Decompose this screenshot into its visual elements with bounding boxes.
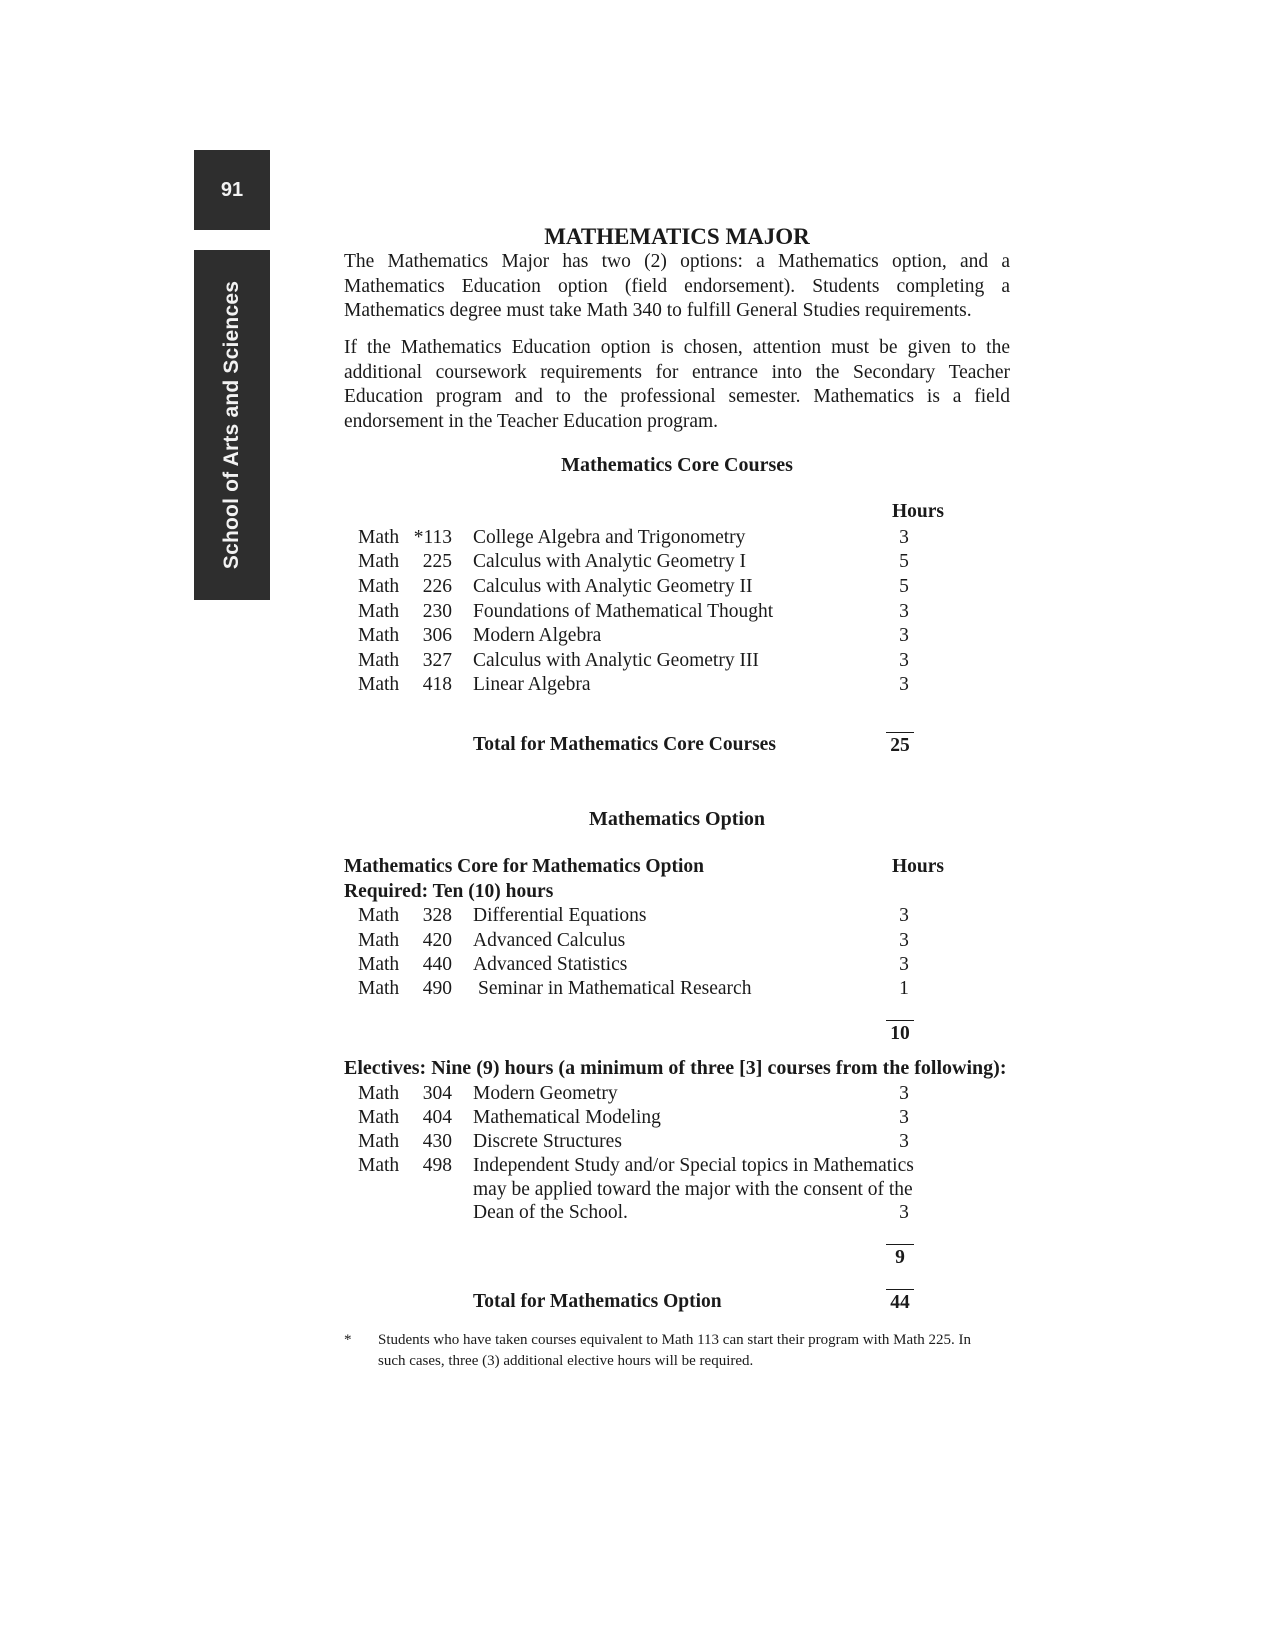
course-number: 226 [422,576,452,597]
course-number: 225 [422,551,452,572]
course-name: Modern Geometry [473,1083,618,1104]
core-hours-header: Hours [891,501,944,522]
course-hours: 1 [899,978,909,999]
course-name: Foundations of Mathematical Thought [473,601,774,622]
course-name: Advanced Statistics [473,954,628,975]
course-row [344,624,1010,649]
page-number-tab [194,150,270,230]
course-number: 498 [422,1155,452,1176]
option-core-label: Mathematics Core for Mathematics Option [344,856,704,877]
course-row [344,953,1010,978]
course-row [344,649,1010,674]
course-row [344,929,1010,954]
course-hours: 3 [899,650,909,671]
core-heading: Mathematics Core Courses [561,454,793,476]
course-dept: Math [358,576,400,597]
course-name: College Algebra and Trigonometry [473,527,746,548]
course-dept: Math [358,1107,400,1128]
course-hours: 3 [899,954,909,975]
course-hours: 3 [899,930,909,951]
course-row [344,1130,1010,1155]
course-number: 230 [422,601,452,622]
course-number: 327 [422,650,452,671]
course-hours: 3 [899,674,909,695]
course-row [344,977,1010,1002]
course-dept: Math [358,930,400,951]
course-number: 440 [422,954,452,975]
course-number: 430 [422,1131,452,1152]
course-row [344,1082,1010,1107]
footnote-text: Students who have taken courses equivalent to Math 113 can start their program with Math 225. In such cases, three (3) additional elective hours will be required. [378,1332,972,1369]
course-number: *113 [413,527,452,548]
course-row [344,1201,1010,1226]
course-name: Linear Algebra [473,674,591,695]
course-dept: Math [358,625,400,646]
page-number: 91 [220,178,244,201]
course-description-line: may be applied toward the major with the consent of the [473,1179,913,1200]
course-row [344,526,1010,551]
course-dept: Math [358,1131,400,1152]
course-hours: 3 [899,1083,909,1104]
course-name: Calculus with Analytic Geometry II [473,576,753,597]
course-hours: 3 [899,1107,909,1128]
required-label: Required: Ten (10) hours [344,881,554,902]
course-hours: 3 [899,1202,909,1223]
course-row [344,673,1010,698]
course-row [344,550,1010,575]
page-title: MATHEMATICS MAJOR [544,224,810,249]
core-total-value: 25 [886,732,914,757]
course-name: Calculus with Analytic Geometry I [473,551,746,572]
course-hours: 3 [899,601,909,622]
course-row [344,575,1010,600]
course-number: 420 [422,930,452,951]
course-number: 306 [422,625,452,646]
course-dept: Math [358,601,400,622]
course-dept: Math [358,954,400,975]
option-hours-header: Hours [891,856,944,877]
course-row [344,1154,1010,1179]
option-total-label: Total for Mathematics Option [473,1291,722,1312]
course-row [344,904,1010,929]
course-number: 404 [422,1107,452,1128]
course-name: Differential Equations [473,905,647,926]
course-description-line: Dean of the School. [473,1202,628,1223]
section-label: School of Arts and Sciences [220,280,243,570]
course-name: Calculus with Analytic Geometry III [473,650,759,671]
course-dept: Math [358,1155,400,1176]
course-number: 490 [422,978,452,999]
course-name: Seminar in Mathematical Research [478,978,752,999]
course-hours: 3 [899,905,909,926]
course-hours: 5 [899,576,909,597]
required-subtotal: 10 [886,1020,914,1045]
course-number: 328 [422,905,452,926]
option-total-value: 44 [886,1289,914,1314]
course-row [344,600,1010,625]
course-hours: 3 [899,527,909,548]
course-dept: Math [358,905,400,926]
course-number: 418 [422,674,452,695]
course-name: Mathematical Modeling [473,1107,661,1128]
course-name: Advanced Calculus [473,930,626,951]
course-hours: 5 [899,551,909,572]
course-name: Independent Study and/or Special topics in Mathematics [473,1155,914,1176]
course-row [344,1106,1010,1131]
core-total-label: Total for Mathematics Core Courses [473,734,776,755]
option-heading: Mathematics Option [588,808,766,830]
footnote-marker: * [344,1332,352,1348]
course-dept: Math [358,978,400,999]
course-dept: Math [358,527,400,548]
course-name: Discrete Structures [473,1131,622,1152]
course-dept: Math [358,551,400,572]
course-hours: 3 [899,625,909,646]
intro-paragraph-1: The Mathematics Major has two (2) options: a Mathematics option, and a Mathematics Education option (field endorsement). Students completing a Mathematics degree must take Math 340 to fulfill General Studies requirements. [344,251,1010,321]
course-hours: 3 [899,1131,909,1152]
course-dept: Math [358,674,400,695]
intro-paragraph-2: If the Mathematics Education option is chosen, attention must be given to the additional coursework requirements for entrance into the Secondary Teacher Education program and to the professional semester. Mathematics is a field endorsement in the Teacher Education program. [344,337,1010,432]
course-number: 304 [422,1083,452,1104]
course-name: Modern Algebra [473,625,602,646]
course-dept: Math [358,650,400,671]
electives-label: Electives: Nine (9) hours (a minimum of three [3] courses from the following): [344,1057,1007,1079]
course-dept: Math [358,1083,400,1104]
section-tab [194,250,270,600]
electives-subtotal: 9 [886,1244,914,1269]
